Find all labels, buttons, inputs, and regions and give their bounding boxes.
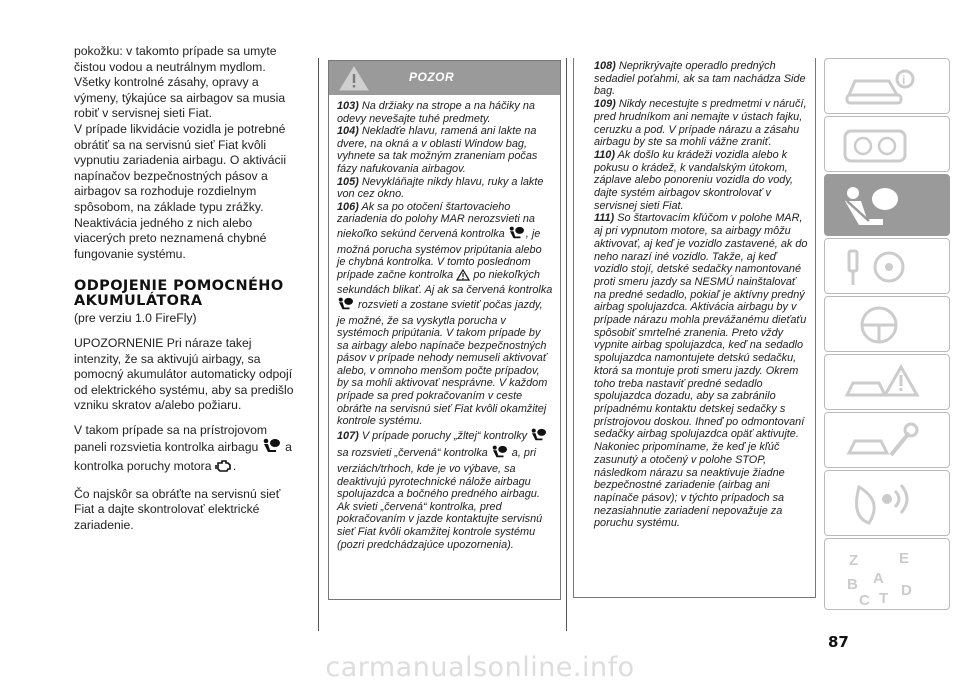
warning-title: POZOR [409,70,455,84]
column-divider [566,58,567,631]
index-letter-z: Z [849,552,859,569]
paragraph-service-contact: Čo najskôr sa obráťte na servisnú sieť Fiat a dajte skontrolovať elektrické zariadenie. [74,486,281,532]
note-107: 107) V prípade poruchy „žltej“ kontrolky sa rozsvieti „červená“ kontrolka a, pri verziách/trhoch, kde je vo výbave, sa deaktivujú pyrotechnické nálože airbagu spolujazdca a bočného predného airbagu. Ak svieti „červená“ kontrolka, pred pokračovaním v jazde kontaktujte servisnú sieť Fiat kvôli okamžitej kontrole systému (pozri predchádzajúce upozornenia). [337,428,553,551]
index-letter-d: D [901,582,912,599]
chapter-starting[interactable] [824,238,950,294]
warning-continuation-body [574,58,815,530]
warning-header [329,61,560,95]
paragraph-lights: V takom prípade sa na prístrojovom paneli rozsvietia kontrolka airbagu a kontrolka poruchy motora . [74,423,302,478]
chapter-multimedia[interactable] [824,470,950,536]
chapter-dashboard[interactable] [824,116,950,172]
chapter-maintenance[interactable] [824,412,950,468]
note-105: 105) Nevykláňajte nikdy hlavu, ruky a lakte von cez okno. [337,175,544,201]
service-wrench-icon [839,419,929,463]
note-103: 103) Na držiaky na strope a na háčiky na odevy nevešajte tuhé predmety. [337,100,535,125]
steering-wheel-icon [839,303,929,347]
section-subheading: (pre verziu 1.0 FireFly) [74,311,197,326]
chapter-safety[interactable] [824,174,950,236]
warning-triangle-small-icon [456,269,470,285]
note-110: 110) Ak došlo ku krádeži vozidla alebo k pokusu o krádež, k vandalským útokom, záplave alebo ponoreniu vozidla do vody, dajte systém airbagov skontrolovať v servisnej sieti Fiat. [594,148,793,212]
dashboard-lights-icon [839,123,929,167]
chapter-emergency[interactable] [824,354,950,410]
index-letter-t: T [879,590,889,607]
main-text-column [74,44,302,533]
column-divider [318,58,319,631]
warning-box [328,60,561,600]
note-111: 111) So štartovacím kľúčom v polohe MAR, aj pri vypnutom motore, sa airbagy môžu aktivovať, aj keď je vozidlo zastavené, ak do neho narazí iné vozidlo. Takže, aj keď vozidlo stojí, detské sedačky namontované proti smeru jazdy sa NESMÚ nainštalovať na predné sedadlo, pokiaľ je aktívny predný airbag spolujazdca. Aktivácia airbagu by v prípade nárazu mohla prevážanému dieťaťu spôsobiť smrteľné zranenia. Preto vždy vypnite airbag spolujazdca, keď na sedadlo spolujazdca namontujete detskú sedačku, ktorá sa montuje proti smeru jazdy. Okrem toho treba nastaviť predné sedadlo spolujazdca dozadu, aby sa zabránilo prípadnému kontaktu detskej sedačky s prístrojovou doskou. Ihneď po odmontovaní sedačky airbag spolujazdca opäť aktivujte. Nakoniec pripomíname, že keď je kľúč zasunutý a otočený v polohe STOP, následkom nárazu sa neaktivuje žiadne bezpečnostné zariadenie (airbag ani napínače pásov); v týchto prípadoch sa nezasiahnutie zariadení nepovažuje za poruchu systému. [594,212,808,530]
chapter-index[interactable] [824,538,950,610]
warning-continuation-box [573,58,816,598]
note-109: 109) Nikdy necestujte s predmetmi v náručí, pred hrudníkom ani nemajte v ústach fajku, ceruzku a pod. V prípade nárazu a zásahu airbagu by ste sa mohli vážne zraniť. [594,98,807,149]
note-106: 106) Ak sa po otočení štartovacieho zariadenia do polohy MAR nerozsvieti na niekoľko sekúnd červená kontrolka , je možná porucha systémov pripútania alebo je chybná kontrolka. V tomto poslednom prípade začne kontrolka po niekoľkých sekundách blikať. Aj ak sa červená kontrolka rozsvieti a zostane svietiť počas jazdy, je možné, že sa vyskytla porucha v systémoch pripútania. V takom prípade by sa airbagy alebo napínače bezpečnostných pásov v prípade nehody nemuseli aktivovať alebo, v omnoho menšom počte prípadov, by sa mohli aktivovať nesprávne. V každom prípade sa pred pokračovaním v ceste obráťte na servisnú sieť Fiat kvôli okamžitej kontrole systému. [337,200,553,428]
seatbelt-airbag-icon [839,181,929,231]
note-104: 104) Nekladťe hlavu, ramená ani lakte na dvere, na okná a v oblasti Window bag, vyhnete sa tak možným zraneniam počas fázy nafukovania airbagov. [337,125,538,175]
paragraph-rinse: pokožku: v takomto prípade sa umyte čistou vodou a neutrálnym mydlom. [74,44,277,74]
engine-fault-icon [215,459,233,478]
paragraph-notice: UPOZORNENIE Pri náraze takej intenzity, že sa aktivujú airbagy, sa pomocný akumulátor automaticky odpojí od elektrického systému, aby sa predišlo vzniku skratov a/alebo požiaru. [74,335,294,413]
airbag-warning-icon [491,445,509,463]
chapter-driving[interactable] [824,296,950,352]
note-108: 108) Neprikrývajte operadlo predných sedadiel poťahmi, ak sa tam nachádza Side bag. [594,60,806,98]
index-letter-a: A [873,570,884,587]
chapter-sidebar [824,58,950,610]
airbag-warning-icon [337,297,355,315]
airbag-warning-icon [262,438,282,459]
watermark: carmanualsonline.info [325,652,635,683]
page-number: 87 [828,633,849,651]
index-letter-b: B [847,576,858,593]
warning-body [329,95,560,551]
paragraph-disposal: V prípade likvidácie vozidla je potrebné obrátiť sa na servisnú sieť Fiat kvôli vypnutiu zariadenia airbagu. O aktivácii napínačov bezpečnostných pásov a airbagov sa rozhoduje rozdielnym spôsobom, na základe typu zrážky. Neaktivácia jedného z nich alebo viacerých preto neznamená chybné fungovanie systému. [74,121,287,261]
chapter-car-info[interactable] [824,58,950,114]
index-letter-c: C [859,592,870,607]
svg-text:i: i [902,73,906,87]
warning-triangle-icon [337,63,371,98]
index-letter-e: E [899,550,910,567]
index-letters-icon [839,545,939,607]
section-heading: ODPOJENIE POMOCNÉHO AKUMULÁTORA [74,278,284,310]
paragraph-service: Všetky kontrolné zásahy, opravy a výmeny, týkajúce sa airbagov sa musia robiť v servisnej sieti Fiat. [74,75,286,121]
airbag-passenger-icon [530,428,548,446]
key-start-icon [839,245,929,289]
airbag-warning-icon [508,226,526,244]
satellite-media-icon [839,477,929,531]
car-info-icon [839,65,929,109]
warning-car-icon [839,361,929,405]
